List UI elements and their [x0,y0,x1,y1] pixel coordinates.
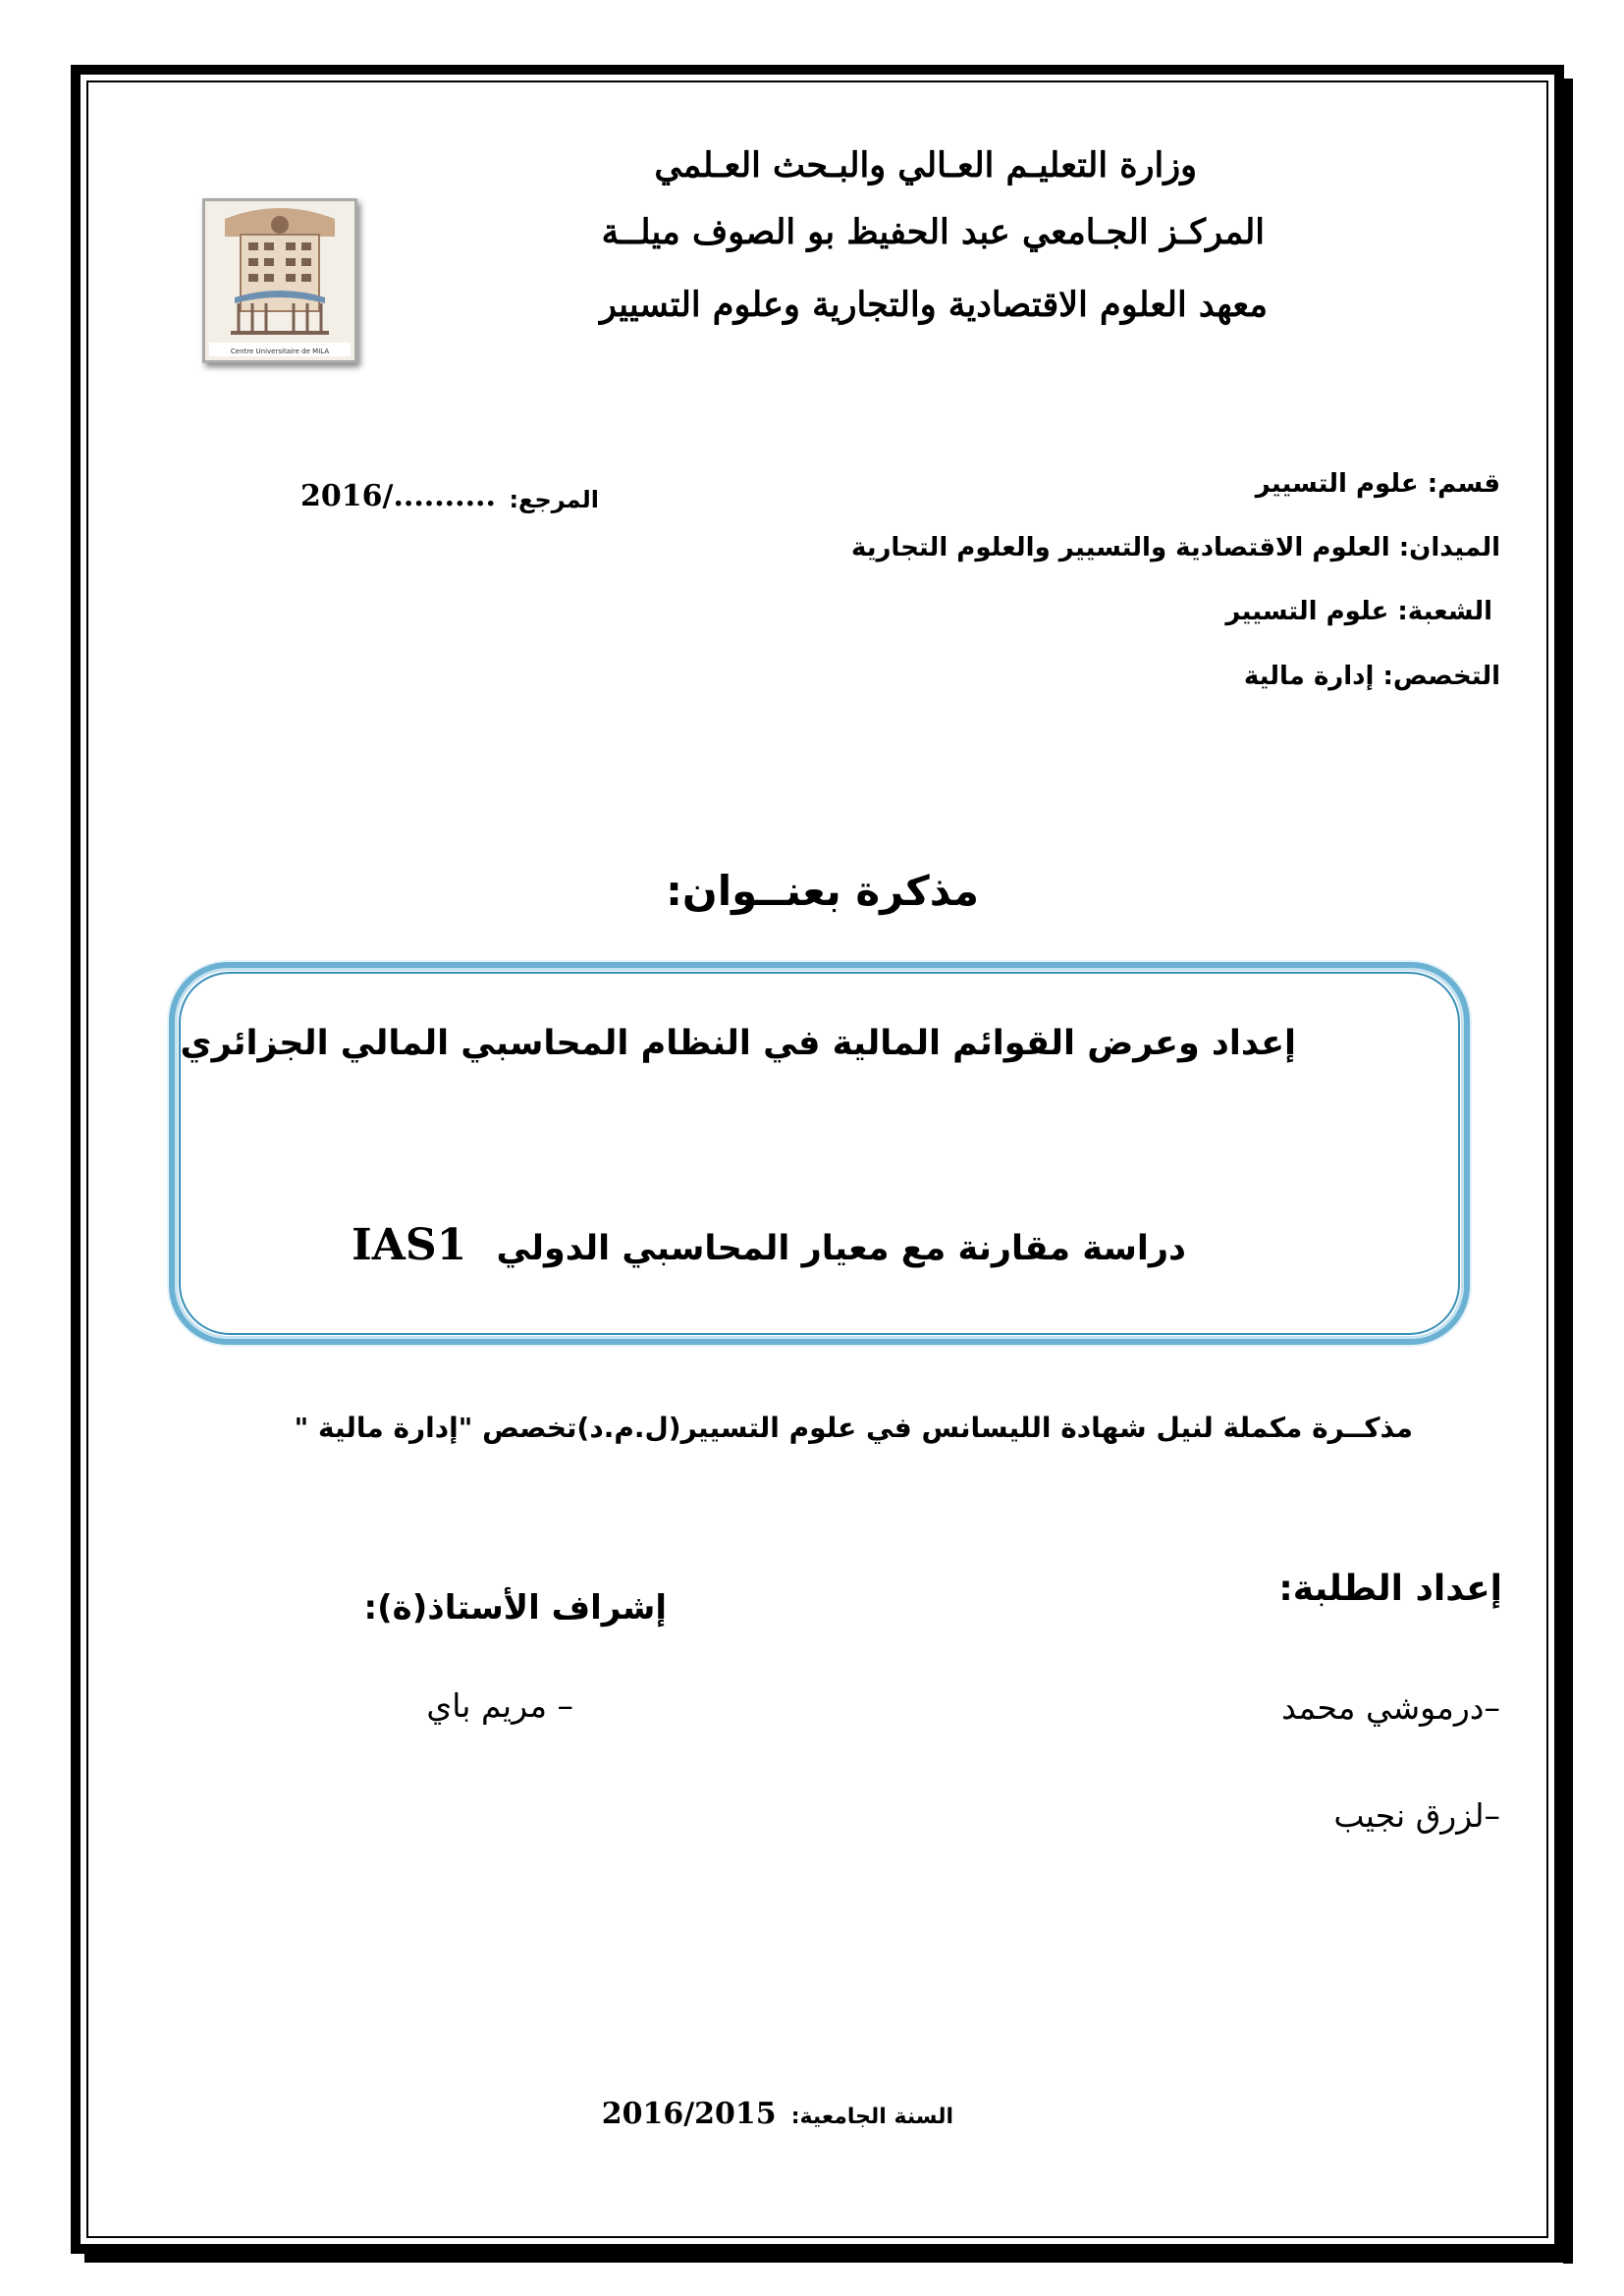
logo-caption: Centre Universitaire de MILA [230,347,330,355]
frame-shadow-bottom [84,2253,1573,2263]
university-line: المركـز الجـامعي عبد الحفيظ بو الصوف ميلــة [601,212,1265,252]
academic-year-label: السنة الجامعية: [790,2105,953,2129]
department-line: قسم: علوم التسيير [1255,469,1500,499]
reference-label: المرجع: [509,486,599,513]
thesis-title: إعداد وعرض القوائم المالية في النظام المحاسبي المالي الجزائري [180,1024,1296,1063]
thesis-subtitle [352,1220,1186,1270]
thesis-subtitle-text: دراسة مقارنة مع معيار المحاسبي الدولي [496,1229,1186,1268]
branch-line: الشعبة: علوم التسيير [1225,597,1492,626]
university-logo [202,198,357,363]
academic-year [602,2097,953,2131]
institute-line: معهد العلوم الاقتصادية والتجارية وعلوم التسيير [599,285,1268,325]
ministry-line: وزارة التعليـم العـالي والبـحث العـلمي [654,145,1197,186]
academic-year-value: 2016/2015 [601,2097,777,2131]
student-name-1: –درموشي محمد [1281,1688,1500,1727]
specialty-line: التخصص: إدارة مالية [1243,662,1500,691]
degree-line: مذكــرة مكملة لنيل شهادة الليسانس في علوم التسيير(ل.م.د)تخصص "إدارة مالية " [294,1412,1413,1444]
student-name-2: –لزرق نجيب [1333,1796,1500,1835]
frame-shadow-right [1563,79,1573,2264]
reference-value: 2016/.......... [300,479,496,513]
supervisor-name: – مريم باي [426,1686,573,1725]
memo-heading: مذكرة بعنــوان: [666,867,979,915]
supervisor-heading: إشراف الأستاذ(ة): [363,1588,667,1628]
field-line: الميدان: العلوم الاقتصادية والتسيير والعلوم التجارية [850,533,1500,562]
standard-code: IAS1 [352,1220,467,1270]
students-heading: إعداد الطلبة: [1278,1569,1502,1609]
